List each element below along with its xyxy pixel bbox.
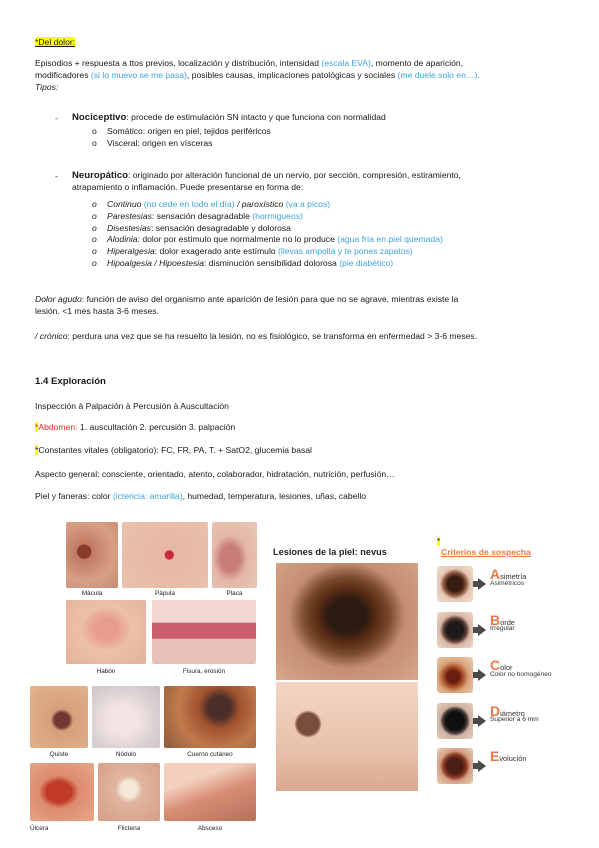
bullet-o: o [92, 199, 97, 209]
bullet-o: o [92, 246, 97, 257]
abcde-lesion-photo [437, 657, 473, 693]
text-run: (pie diabético) [339, 258, 394, 268]
text-run: Continuo [107, 199, 144, 209]
neuro-item [107, 246, 413, 258]
dash-bullet: - [55, 113, 58, 123]
abcde-lesion-photo [437, 703, 473, 739]
dolor-intro-line2 [35, 70, 569, 82]
nevus-title: Lesiones de la piel: nevus [273, 547, 387, 557]
abcde-description: Color no homogéneo [490, 670, 552, 678]
abcde-criterion [490, 611, 515, 634]
dolor-cronico-line: / crónico: perdura una vez que se ha resuelto la lesión, no es fisiológico, se transforma en enfermedad > 3-6 meses. [35, 331, 478, 341]
abcde-description: Superior a 6 mm [490, 716, 539, 723]
dash-bullet: - [55, 171, 58, 181]
abcde-description: Asimétricos [490, 579, 525, 587]
aspecto-line: Aspecto general: consciente, orientado, atento, colaborador, hidratación, nutrición, perfusión… [35, 469, 395, 479]
abcde-letter: E [490, 748, 500, 764]
caption-habon: Habón [96, 668, 116, 675]
nevus-face-photo [276, 682, 418, 791]
text-run: (no cede en todo el día) [143, 199, 235, 209]
text-run: (escala EVA) [321, 58, 371, 68]
macula-photo [66, 522, 118, 588]
exploracion-sequence: Inspección à Palpación à Percusión à Auscultación [35, 401, 229, 411]
caption-cuerno: Cuerno cutáneo [187, 751, 233, 758]
caption-flictena: Flictena [117, 825, 141, 832]
piel-line: Piel y faneras: color (ictericia: amarilla), humedad, temperatura, lesiones, uñas, cabello [35, 491, 367, 501]
abcde-criterion [490, 702, 539, 725]
abcde-lesion-photo [437, 566, 473, 602]
abcde-letter: C [490, 657, 501, 673]
dolor-agudo-line1: Dolor agudo: función de aviso del organismo ante aparición de lesión para que no se agrave, mientras existe la [35, 294, 459, 304]
caption-placa: Placa [226, 590, 243, 597]
text-run: (me duele solo en…) [397, 70, 478, 80]
abcde-word: simetría [500, 572, 527, 581]
fisura-photo [152, 600, 256, 664]
abcde-letter: D [490, 702, 501, 719]
dolor-agudo-line2: lesión. <1 mes hasta 3-6 meses. [35, 306, 159, 316]
abcde-description: Irregular [490, 625, 515, 632]
abcde-word: iámetro [500, 708, 525, 718]
arrow-icon [478, 669, 486, 681]
text-run: : disminución sensibilidad dolorosa [203, 258, 340, 268]
abcde-criterion [490, 748, 527, 764]
noci-item-visceral: Visceral: origen en vísceras [107, 138, 213, 148]
criterios-title: Criterios de sospecha [441, 547, 531, 557]
cuerno-photo [164, 686, 256, 748]
neuro-item [107, 234, 443, 246]
habon-photo [66, 600, 146, 664]
arrow-icon [478, 715, 486, 727]
abcde-word: olor [500, 663, 513, 672]
nevus-mole [294, 710, 322, 738]
tipos-label: Tipos: [35, 82, 59, 92]
bullet-o: o [92, 138, 97, 148]
quiste-photo [30, 686, 88, 748]
abcde-word: orde [500, 617, 515, 627]
bullet-o: o [92, 210, 97, 221]
dolor-intro-line1 [35, 58, 569, 70]
abcde-letter: B [490, 611, 501, 628]
bullet-o: o [92, 234, 97, 245]
text-run: (llevas ampolla y te pones zapatos) [278, 246, 413, 257]
text-run: Alodinia: [107, 234, 140, 245]
text-run: Hiperalgesia [107, 246, 155, 257]
text-run: . [477, 70, 480, 80]
constantes-line: *Constantes vitales (obligatorio): FC, FR, PA, T. + SatO2, glucemia basal [35, 445, 312, 455]
arrow-icon [478, 578, 486, 590]
text-run: (va a picos) [285, 199, 331, 209]
papula-photo [122, 522, 208, 588]
placa-photo [212, 522, 257, 588]
absceso-photo [164, 763, 256, 821]
text-run: (hormigueos) [252, 210, 303, 221]
arrow-icon [478, 624, 486, 636]
text-run: , posibles causas, implicaciones patológicas y sociales [186, 70, 398, 80]
text-run: Episodios + respuesta a ttos previos, localización y distribución, intensidad [35, 58, 322, 68]
text-run: (si lo muevo se me pasa) [90, 70, 187, 80]
neuro-item [107, 199, 330, 211]
text-run: (agua fría en piel quemada) [337, 234, 443, 245]
nevus-photo-large [276, 563, 418, 680]
flictena-photo [98, 763, 160, 821]
text-run: dolor por estímulo que normalmente no lo produce [139, 234, 338, 245]
text-run: Hipoalgesia / Hipoestesia [107, 258, 204, 268]
neuro-item [107, 223, 291, 235]
text-run: : sensación desagradable [151, 210, 253, 221]
nodulo-photo [92, 686, 160, 748]
criterios-star: * [437, 537, 441, 546]
caption-ulcera: Úlcera [30, 825, 49, 832]
exploracion-heading: 1.4 Exploración [35, 376, 106, 387]
noci-item-somatico: Somático: origen en piel, tejidos periféricos [107, 126, 271, 136]
arrow-icon [478, 760, 486, 772]
text-run: modificadores [35, 70, 91, 80]
caption-macula: Mácula [81, 590, 103, 597]
dolor-heading: *Del dolor: [35, 37, 76, 47]
neuropatico-line2: atrapamiento o inflamación. Puede presentarse en forma de: [72, 182, 304, 192]
bullet-o: o [92, 126, 97, 136]
text-run: , momento de aparición, [370, 58, 464, 68]
bullet-o: o [92, 222, 97, 233]
caption-quiste: Quiste [49, 751, 69, 758]
neuro-item [107, 211, 303, 223]
abdomen-line: *Abdomen: 1. auscultación 2. percusión 3. palpación [35, 422, 236, 432]
caption-papula: Pápula [155, 590, 175, 597]
abcde-lesion-photo [437, 748, 473, 784]
abcde-lesion-photo [437, 612, 473, 648]
bullet-o: o [92, 258, 97, 268]
text-run: Disestesias [107, 222, 151, 233]
text-run: Parestesias [107, 210, 152, 221]
ulcera-photo [30, 763, 94, 821]
abcde-word: volución [499, 754, 527, 763]
caption-nodulo: Nódulo [115, 751, 137, 758]
caption-fisura: Fisura, erosión [182, 668, 226, 675]
neuro-item [107, 258, 393, 270]
abcde-criterion [490, 657, 552, 679]
abcde-letter: A [490, 566, 501, 582]
text-run: / paroxístico [234, 199, 286, 209]
caption-absceso: Absceso [197, 825, 223, 832]
abcde-criterion [490, 566, 527, 588]
text-run: : sensación desagradable y dolorosa [150, 222, 291, 233]
nociceptivo-line: Nociceptivo: procede de estimulación SN intacto y que funciona con normalidad [72, 112, 386, 123]
neuropatico-line1: Neuropático: originado por alteración funcional de un nervio, por sección, compresión, estiramiento, [72, 170, 461, 181]
text-run: : dolor exagerado ante estímulo [154, 246, 279, 257]
